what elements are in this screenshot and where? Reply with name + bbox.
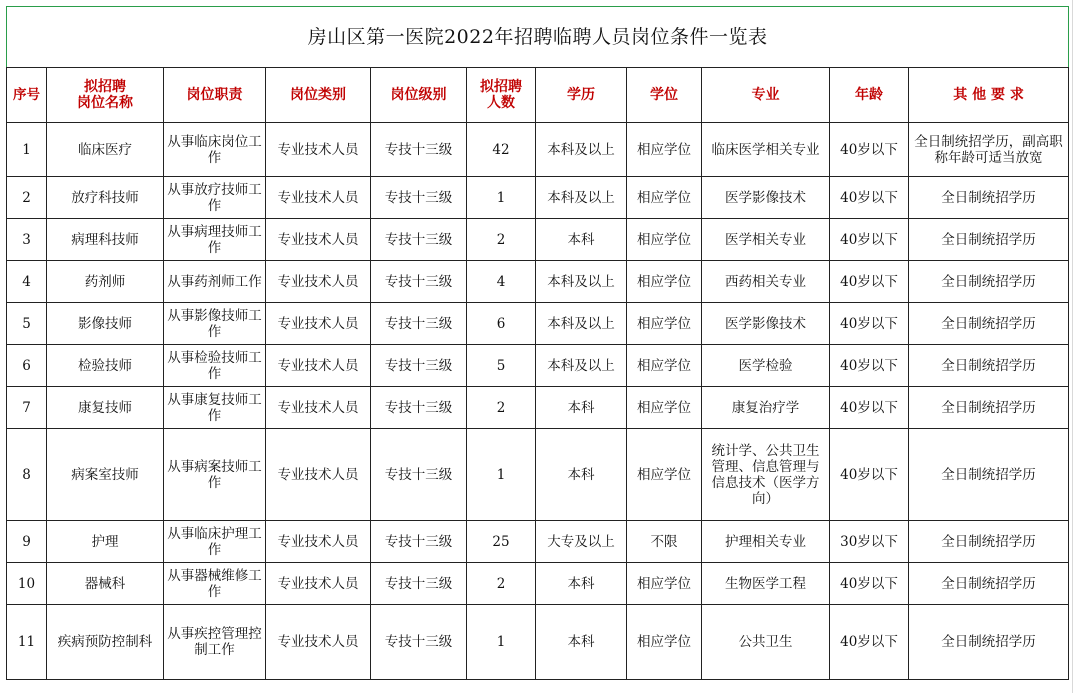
row-education: 本科 (536, 219, 627, 261)
row-seq: 10 (7, 563, 47, 605)
row-category: 专业技术人员 (266, 177, 371, 219)
row-age: 40岁以下 (830, 429, 909, 521)
row-position-name: 临床医疗 (47, 123, 164, 177)
header-count (467, 68, 536, 123)
row-education: 大专及以上 (536, 521, 627, 563)
recruitment-table (6, 6, 1069, 680)
row-degree: 相应学位 (627, 345, 702, 387)
row-count: 4 (467, 261, 536, 303)
row-category: 专业技术人员 (266, 387, 371, 429)
row-seq: 6 (7, 345, 47, 387)
row-seq: 5 (7, 303, 47, 345)
row-education: 本科及以上 (536, 303, 627, 345)
row-duty: 从事康复技师工作 (164, 387, 266, 429)
row-seq: 11 (7, 605, 47, 680)
row-level: 专技十三级 (371, 345, 467, 387)
row-position-name: 影像技师 (47, 303, 164, 345)
row-degree: 不限 (627, 521, 702, 563)
row-major: 医学影像技术 (702, 303, 830, 345)
row-degree: 相应学位 (627, 387, 702, 429)
row-degree: 相应学位 (627, 605, 702, 680)
row-education: 本科及以上 (536, 177, 627, 219)
row-duty: 从事临床护理工作 (164, 521, 266, 563)
row-other: 全日制统招学历 (909, 563, 1069, 605)
table-row (7, 521, 1069, 563)
header-other: 其 他 要 求 (909, 68, 1069, 123)
table-row (7, 303, 1069, 345)
row-seq: 2 (7, 177, 47, 219)
row-position-name: 病理科技师 (47, 219, 164, 261)
row-degree: 相应学位 (627, 429, 702, 521)
header-position-name-text: 拟招聘 岗位名称 (77, 79, 133, 111)
row-count: 1 (467, 429, 536, 521)
table-row (7, 261, 1069, 303)
row-level: 专技十三级 (371, 563, 467, 605)
row-major: 医学检验 (702, 345, 830, 387)
row-seq: 9 (7, 521, 47, 563)
row-level: 专技十三级 (371, 429, 467, 521)
row-count: 2 (467, 387, 536, 429)
row-category: 专业技术人员 (266, 429, 371, 521)
row-category: 专业技术人员 (266, 521, 371, 563)
row-position-name: 病案室技师 (47, 429, 164, 521)
row-level: 专技十三级 (371, 261, 467, 303)
row-age: 40岁以下 (830, 123, 909, 177)
row-count: 1 (467, 605, 536, 680)
row-position-name: 康复技师 (47, 387, 164, 429)
row-age: 40岁以下 (830, 563, 909, 605)
row-other: 全日制统招学历 (909, 219, 1069, 261)
row-other: 全日制统招学历 (909, 605, 1069, 680)
row-category: 专业技术人员 (266, 605, 371, 680)
row-count: 2 (467, 563, 536, 605)
row-seq: 8 (7, 429, 47, 521)
header-category: 岗位类别 (266, 68, 371, 123)
title-row (7, 7, 1069, 68)
row-count: 42 (467, 123, 536, 177)
table-row (7, 563, 1069, 605)
row-degree: 相应学位 (627, 123, 702, 177)
row-major: 康复治疗学 (702, 387, 830, 429)
row-major: 统计学、公共卫生管理、信息管理与信息技术（医学方向） (702, 429, 830, 521)
header-education: 学历 (536, 68, 627, 123)
row-level: 专技十三级 (371, 387, 467, 429)
row-duty: 从事检验技师工作 (164, 345, 266, 387)
row-count: 5 (467, 345, 536, 387)
row-age: 40岁以下 (830, 219, 909, 261)
row-level: 专技十三级 (371, 605, 467, 680)
row-education: 本科 (536, 605, 627, 680)
table-row (7, 429, 1069, 521)
row-age: 40岁以下 (830, 303, 909, 345)
table-row (7, 177, 1069, 219)
row-duty: 从事病案技师工作 (164, 429, 266, 521)
header-major: 专业 (702, 68, 830, 123)
row-age: 40岁以下 (830, 177, 909, 219)
row-education: 本科及以上 (536, 345, 627, 387)
row-level: 专技十三级 (371, 521, 467, 563)
row-seq: 7 (7, 387, 47, 429)
header-row (7, 68, 1069, 123)
header-level: 岗位级别 (371, 68, 467, 123)
row-other: 全日制统招学历 (909, 387, 1069, 429)
row-duty: 从事器械维修工作 (164, 563, 266, 605)
row-category: 专业技术人员 (266, 219, 371, 261)
row-position-name: 药剂师 (47, 261, 164, 303)
row-major: 临床医学相关专业 (702, 123, 830, 177)
row-category: 专业技术人员 (266, 345, 371, 387)
row-count: 25 (467, 521, 536, 563)
row-age: 40岁以下 (830, 387, 909, 429)
row-education: 本科及以上 (536, 123, 627, 177)
row-major: 护理相关专业 (702, 521, 830, 563)
row-category: 专业技术人员 (266, 123, 371, 177)
row-duty: 从事病理技师工作 (164, 219, 266, 261)
sheet-grid-edge (1072, 0, 1080, 693)
row-education: 本科及以上 (536, 261, 627, 303)
row-category: 专业技术人员 (266, 303, 371, 345)
row-degree: 相应学位 (627, 261, 702, 303)
row-age: 40岁以下 (830, 345, 909, 387)
row-seq: 4 (7, 261, 47, 303)
row-position-name: 器械科 (47, 563, 164, 605)
table-row (7, 219, 1069, 261)
table-title: 房山区第一医院2022年招聘临聘人员岗位条件一览表 (7, 7, 1069, 68)
row-other: 全日制统招学历 (909, 303, 1069, 345)
row-duty: 从事放疗技师工作 (164, 177, 266, 219)
row-level: 专技十三级 (371, 123, 467, 177)
row-duty: 从事影像技师工作 (164, 303, 266, 345)
row-education: 本科 (536, 429, 627, 521)
header-position-name (47, 68, 164, 123)
row-major: 西药相关专业 (702, 261, 830, 303)
row-level: 专技十三级 (371, 219, 467, 261)
row-position-name: 检验技师 (47, 345, 164, 387)
row-duty: 从事临床岗位工作 (164, 123, 266, 177)
row-education: 本科 (536, 387, 627, 429)
row-seq: 1 (7, 123, 47, 177)
row-other: 全日制统招学历 (909, 429, 1069, 521)
row-position-name: 疾病预防控制科 (47, 605, 164, 680)
row-major: 医学相关专业 (702, 219, 830, 261)
row-category: 专业技术人员 (266, 563, 371, 605)
row-degree: 相应学位 (627, 563, 702, 605)
row-degree: 相应学位 (627, 303, 702, 345)
row-age: 40岁以下 (830, 605, 909, 680)
row-degree: 相应学位 (627, 219, 702, 261)
header-count-text: 拟招聘 人数 (480, 79, 522, 111)
row-education: 本科 (536, 563, 627, 605)
row-level: 专技十三级 (371, 177, 467, 219)
row-other: 全日制统招学历 (909, 345, 1069, 387)
header-age: 年龄 (830, 68, 909, 123)
row-other: 全日制统招学历 (909, 261, 1069, 303)
row-duty: 从事药剂师工作 (164, 261, 266, 303)
row-count: 2 (467, 219, 536, 261)
row-seq: 3 (7, 219, 47, 261)
row-degree: 相应学位 (627, 177, 702, 219)
row-major: 公共卫生 (702, 605, 830, 680)
header-duty: 岗位职责 (164, 68, 266, 123)
row-position-name: 放疗科技师 (47, 177, 164, 219)
row-count: 1 (467, 177, 536, 219)
row-level: 专技十三级 (371, 303, 467, 345)
table-row (7, 605, 1069, 680)
row-other: 全日制统招学历 (909, 521, 1069, 563)
header-seq: 序号 (7, 68, 47, 123)
header-degree: 学位 (627, 68, 702, 123)
row-duty: 从事疾控管理控制工作 (164, 605, 266, 680)
row-age: 40岁以下 (830, 261, 909, 303)
table-row (7, 123, 1069, 177)
row-position-name: 护理 (47, 521, 164, 563)
row-other: 全日制统招学历，副高职称年龄可适当放宽 (909, 123, 1069, 177)
row-count: 6 (467, 303, 536, 345)
row-major: 医学影像技术 (702, 177, 830, 219)
row-major: 生物医学工程 (702, 563, 830, 605)
row-age: 30岁以下 (830, 521, 909, 563)
row-other: 全日制统招学历 (909, 177, 1069, 219)
table-row (7, 387, 1069, 429)
row-category: 专业技术人员 (266, 261, 371, 303)
table-row (7, 345, 1069, 387)
